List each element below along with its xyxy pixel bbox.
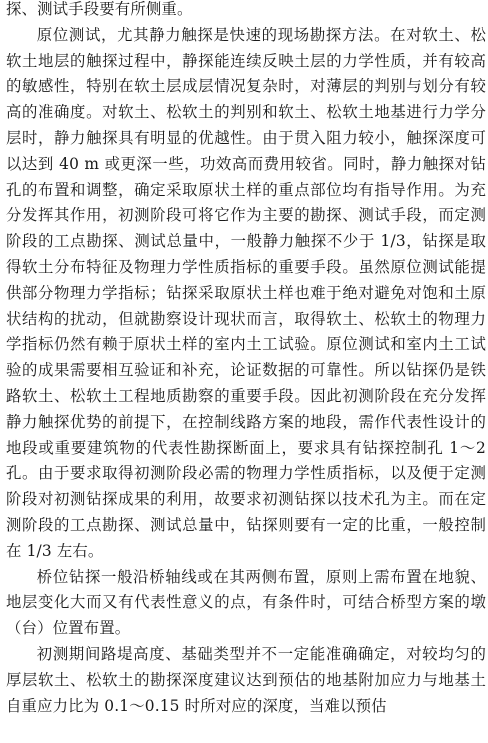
document-body xyxy=(6,0,486,719)
paragraph-bridge-drilling: 桥位钻探一般沿桥轴线或在其两侧布置，原则上需布置在地貌、地层变化大而又有代表性意义的点，有条件时，可结合桥型方案的墩（台）位置布置。 xyxy=(6,567,486,638)
paragraph-in-situ-testing: 原位测试，尤其静力触探是快速的现场勘探方法。在对软土、松软土地层的触探过程中，静探能连续反映土层的力学性质，并有较高的敏感性，特别在软土层成层情况复杂时，对薄层的判别与划分有较高的准确度。对软土、松软土的判别和软土、松软土地基进行力学分层时，静力触探具有明显的优越性。由于贯入阻力较小，触探深度可以达到 40 m 或更深一些，功效高而费用较省。同时，静力触探对钻孔的布置和调整，确定采取原状土样的重点部位均有指导作用。为充分发挥其作用，初测阶段可将它作为主要的勘探、测试手段，而定测阶段的工点勘探、测试总量中，一般静力触探不少于 1/3，钻探是取得软土分布特征及物理力学性质指标的重要手段。虽然原位测试能提供部分物理力学指标；钻探采取原状土样也难于绝对避免对饱和土原状结构的扰动，但就勘察设计现状而言，取得软土、松软土的物理力学指标仍然有赖于原状土样的室内土工试验。原位测试和室内土工试验的成果需要相互验证和补充，论证数据的可靠性。所以钻探仍是铁路软土、松软土工程地质勘察的重要手段。因此初测阶段在充分发挥静力触探优势的前提下，在控制线路方案的地段，需作代表性设计的地段或重要建筑物的代表性勘探断面上，要求具有钻探控制孔 1～2 孔。由于要求取得初测阶段必需的物理力学性质指标，以及便于定测阶段对初测钻探成果的利用，故要求初测钻探以技术孔为主。而在定测阶段的工点勘探、测试总量中，钻探则要有一定的比重，一般控制在 1/3 左右。 xyxy=(6,25,486,560)
paragraph-preliminary-survey: 初测期间路堤高度、基础类型并不一定能准确确定，对较均匀的厚层软土、松软土的勘探深度建议达到预估的地基附加应力与地基土自重应力比为 0.1～0.15 时所对应的深度，当难以预估 xyxy=(6,644,486,715)
paragraph-continuation: 探、测试手段要有所侧重。 xyxy=(6,0,193,18)
